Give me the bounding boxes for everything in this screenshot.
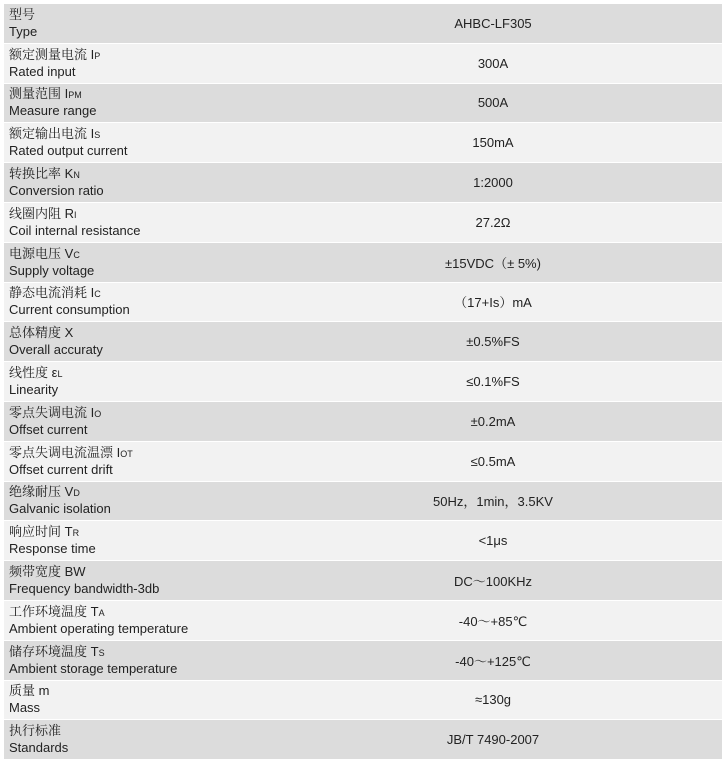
spec-label [4,4,304,43]
spec-label-en: Coil internal resistance [9,222,141,238]
spec-row-offset-current-drift [4,442,722,482]
spec-symbol-subscript: R [72,528,80,539]
spec-label [4,203,304,242]
spec-row-standards [4,720,722,760]
spec-symbol: I [64,86,69,102]
spec-row-measure-range [4,84,722,124]
spec-label-zh-text: 执行标准 [9,723,62,739]
spec-row-overall-accuracy [4,322,722,362]
spec-value: ±15VDC（± 5%) [445,255,541,271]
spec-label-zh-text: 绝缘耐压 [9,484,62,500]
spec-label [4,442,304,481]
spec-symbol-subscript: D [73,488,80,499]
spec-label [4,243,304,282]
spec-value: （17+Is）mA [454,295,532,311]
spec-label-zh [9,604,304,621]
spec-value: ≤0.5mA [470,453,516,469]
spec-label-en: Measure range [9,103,97,119]
spec-label-zh [9,564,304,581]
spec-label-zh [9,246,304,263]
spec-label-zh [9,166,304,183]
spec-label-zh [9,484,304,501]
spec-label [4,322,304,361]
spec-row-ambient-storage-temperature [4,641,722,681]
spec-value: DC～100KHz [453,574,533,590]
spec-row-ambient-operating-temperature [4,601,722,641]
spec-label-zh [9,524,304,541]
spec-label-en: Current consumption [9,302,130,318]
spec-value: 1:2000 [473,175,513,191]
spec-label-en: Mass [9,700,41,716]
spec-label [4,482,304,521]
spec-symbol-subscript: N [73,170,80,181]
spec-label-en: Ambient operating temperature [9,620,189,636]
spec-value: 150mA [472,135,514,151]
spec-row-galvanic-isolation [4,482,722,522]
spec-label [4,402,304,441]
spec-value: ≤0.1%FS [466,374,520,390]
spec-value: 500A [477,95,509,111]
spec-value: ±0.5%FS [466,334,520,350]
spec-label-zh [9,206,304,223]
spec-symbol-subscript: L [57,369,63,380]
spec-label-en: Response time [9,541,96,557]
spec-label-en: Type [9,23,38,39]
spec-symbol-subscript: OT [120,448,133,459]
spec-label-zh-text: 线圈内阻 [9,205,62,221]
spec-label [4,641,304,680]
spec-symbol-subscript: P [94,50,101,61]
spec-label-zh-text: 储存环境温度 [9,643,88,659]
spec-table [4,4,722,760]
spec-label-en: Rated output current [9,143,128,159]
spec-row-conversion-ratio [4,163,722,203]
spec-label-zh-text: 零点失调电流温漂 [9,444,114,460]
spec-value: JB/T 7490-2007 [446,732,540,748]
spec-row-current-consumption [4,283,722,323]
spec-symbol: ε [51,365,58,381]
spec-symbol: I [90,46,95,62]
spec-label [4,681,304,720]
spec-label-zh-text: 额定输出电流 [9,126,88,142]
spec-value: 27.2Ω [475,214,511,230]
spec-symbol-subscript: S [94,130,101,141]
spec-label-en: Galvanic isolation [9,501,111,517]
spec-symbol-subscript: C [73,249,80,260]
spec-label-zh [9,723,304,740]
spec-label [4,720,304,759]
spec-label-en: Conversion ratio [9,183,104,199]
spec-symbol: K [64,166,74,182]
spec-symbol: I [90,126,95,142]
spec-value: 50Hz，1min，3.5KV [433,494,553,510]
spec-label-zh [9,445,304,462]
spec-label-zh-text: 频带宽度 [9,564,62,580]
spec-symbol-subscript: PM [68,90,82,101]
spec-label-zh-text: 零点失调电流 [9,404,88,420]
spec-label-zh [9,47,304,64]
spec-label-zh [9,644,304,661]
spec-label-zh-text: 转换比率 [9,166,62,182]
spec-symbol: BW [64,564,86,580]
spec-label [4,283,304,322]
spec-label-zh-text: 测量范围 [9,86,62,102]
spec-label [4,362,304,401]
spec-symbol-subscript: O [94,408,102,419]
spec-label-zh-text: 额定测量电流 [9,46,88,62]
spec-row-offset-current [4,402,722,442]
spec-label-en: Offset current drift [9,461,113,477]
spec-label-en: Rated input [9,63,76,79]
spec-symbol-subscript: C [94,289,101,300]
spec-row-rated-output-current [4,123,722,163]
spec-label-zh-text: 型号 [9,6,36,22]
spec-value: -40～+85℃ [458,613,528,629]
spec-row-type [4,4,722,44]
spec-label-zh-text: 响应时间 [9,524,62,540]
spec-row-coil-internal-resistance [4,203,722,243]
spec-value: ±0.2mA [470,413,516,429]
spec-value: <1μs [478,533,508,549]
spec-symbol: I [90,404,95,420]
spec-label-en: Standards [9,740,69,756]
spec-symbol: I [116,444,121,460]
spec-label-zh [9,325,304,342]
spec-symbol: I [90,285,95,301]
spec-label [4,44,304,83]
spec-label-en: Supply voltage [9,262,95,278]
spec-label-en: Offset current [9,421,88,437]
spec-row-rated-input [4,44,722,84]
spec-label [4,601,304,640]
spec-label-en: Overall accuraty [9,342,103,358]
spec-row-linearity [4,362,722,402]
spec-row-response-time [4,521,722,561]
spec-symbol-subscript: I [74,209,77,220]
spec-symbol: V [64,484,74,500]
spec-label-zh [9,365,304,382]
spec-label [4,123,304,162]
spec-label [4,521,304,560]
spec-label-zh-text: 工作环境温度 [9,603,88,619]
spec-value: 300A [477,55,509,71]
spec-symbol: T [64,524,73,540]
spec-label-zh [9,86,304,103]
spec-row-mass [4,681,722,721]
spec-label [4,163,304,202]
spec-label [4,561,304,600]
spec-label-zh [9,683,304,700]
spec-label-en: Ambient storage temperature [9,660,178,676]
spec-label-zh-text: 质量 [9,683,36,699]
spec-value: AHBC-LF305 [454,15,532,31]
spec-label [4,84,304,123]
spec-label-zh [9,126,304,143]
spec-row-supply-voltage [4,243,722,283]
spec-label-zh-text: 总体精度 [9,325,62,341]
spec-symbol: m [38,683,50,699]
spec-label-en: Frequency bandwidth-3db [9,581,160,597]
spec-label-zh-text: 线性度 [9,365,49,381]
spec-symbol-subscript: A [98,607,105,618]
spec-symbol-subscript: S [98,647,105,658]
spec-symbol: T [90,603,99,619]
spec-label-zh-text: 静态电流消耗 [9,285,88,301]
spec-label-en: Linearity [9,382,59,398]
spec-symbol: V [64,245,74,261]
spec-symbol: T [90,643,99,659]
spec-value: ≈130g [474,692,512,708]
spec-row-frequency-bandwidth [4,561,722,601]
spec-label-zh [9,285,304,302]
spec-value: -40～+125℃ [455,653,531,669]
spec-symbol: R [64,205,75,221]
spec-label-zh [9,405,304,422]
spec-label-zh [9,7,304,24]
spec-label-zh-text: 电源电压 [9,245,62,261]
spec-symbol: X [64,325,74,341]
